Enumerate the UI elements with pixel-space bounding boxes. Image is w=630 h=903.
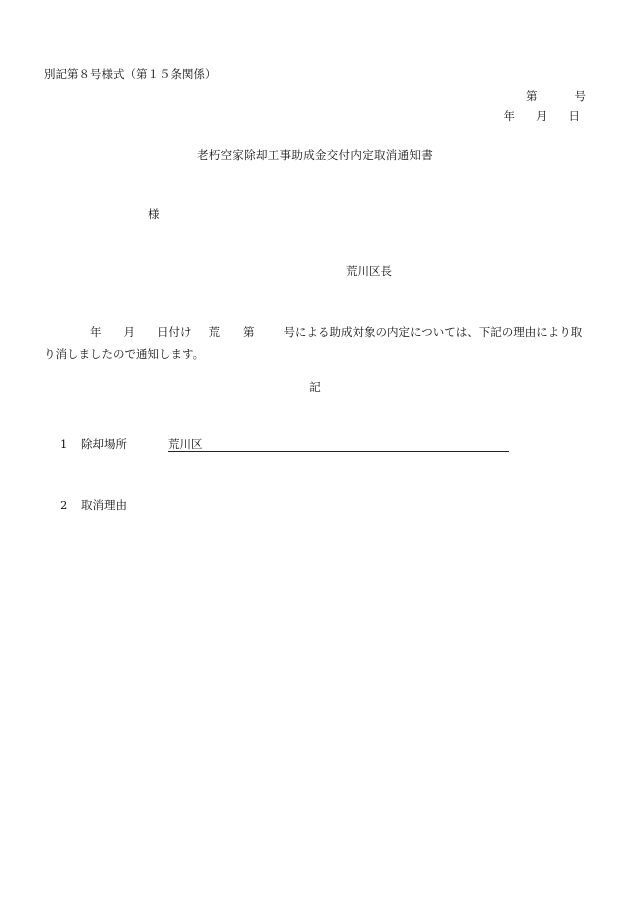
item-label: 取消理由 <box>81 498 127 512</box>
date-year-label: 年 <box>503 109 515 123</box>
document-title: 老朽空家除却工事助成金交付内定取消通知書 <box>197 148 433 162</box>
document-date-line <box>504 109 581 123</box>
recipient-honorific: 様 <box>148 207 160 221</box>
date-month-label: 月 <box>536 109 548 123</box>
item-cancel-reason <box>60 498 127 512</box>
item-removal-location <box>60 437 509 452</box>
body-text-rest: 号による助成対象の内定については、下記の理由により取り消しましたので通知します。 <box>44 325 583 361</box>
body-number-prefix: 第 <box>243 325 255 339</box>
form-label: 別記第８号様式（第１５条関係） <box>44 67 217 81</box>
body-month: 月 <box>123 325 135 339</box>
removal-location-field[interactable]: 荒川区 <box>168 437 509 452</box>
item-number: 2 <box>60 498 68 512</box>
body-date-suffix: 日付け <box>157 325 192 339</box>
body-office-prefix: 荒 <box>208 325 220 339</box>
item-label: 除却場所 <box>81 437 127 451</box>
body-year: 年 <box>90 325 102 339</box>
number-prefix: 第 <box>526 89 538 103</box>
date-day-label: 日 <box>568 109 580 123</box>
body-paragraph <box>44 321 589 365</box>
number-suffix: 号 <box>574 89 586 103</box>
sender-name: 荒川区長 <box>346 264 392 278</box>
ki-heading: 記 <box>309 380 321 394</box>
document-number-line <box>526 89 586 103</box>
item-number: 1 <box>60 437 68 451</box>
